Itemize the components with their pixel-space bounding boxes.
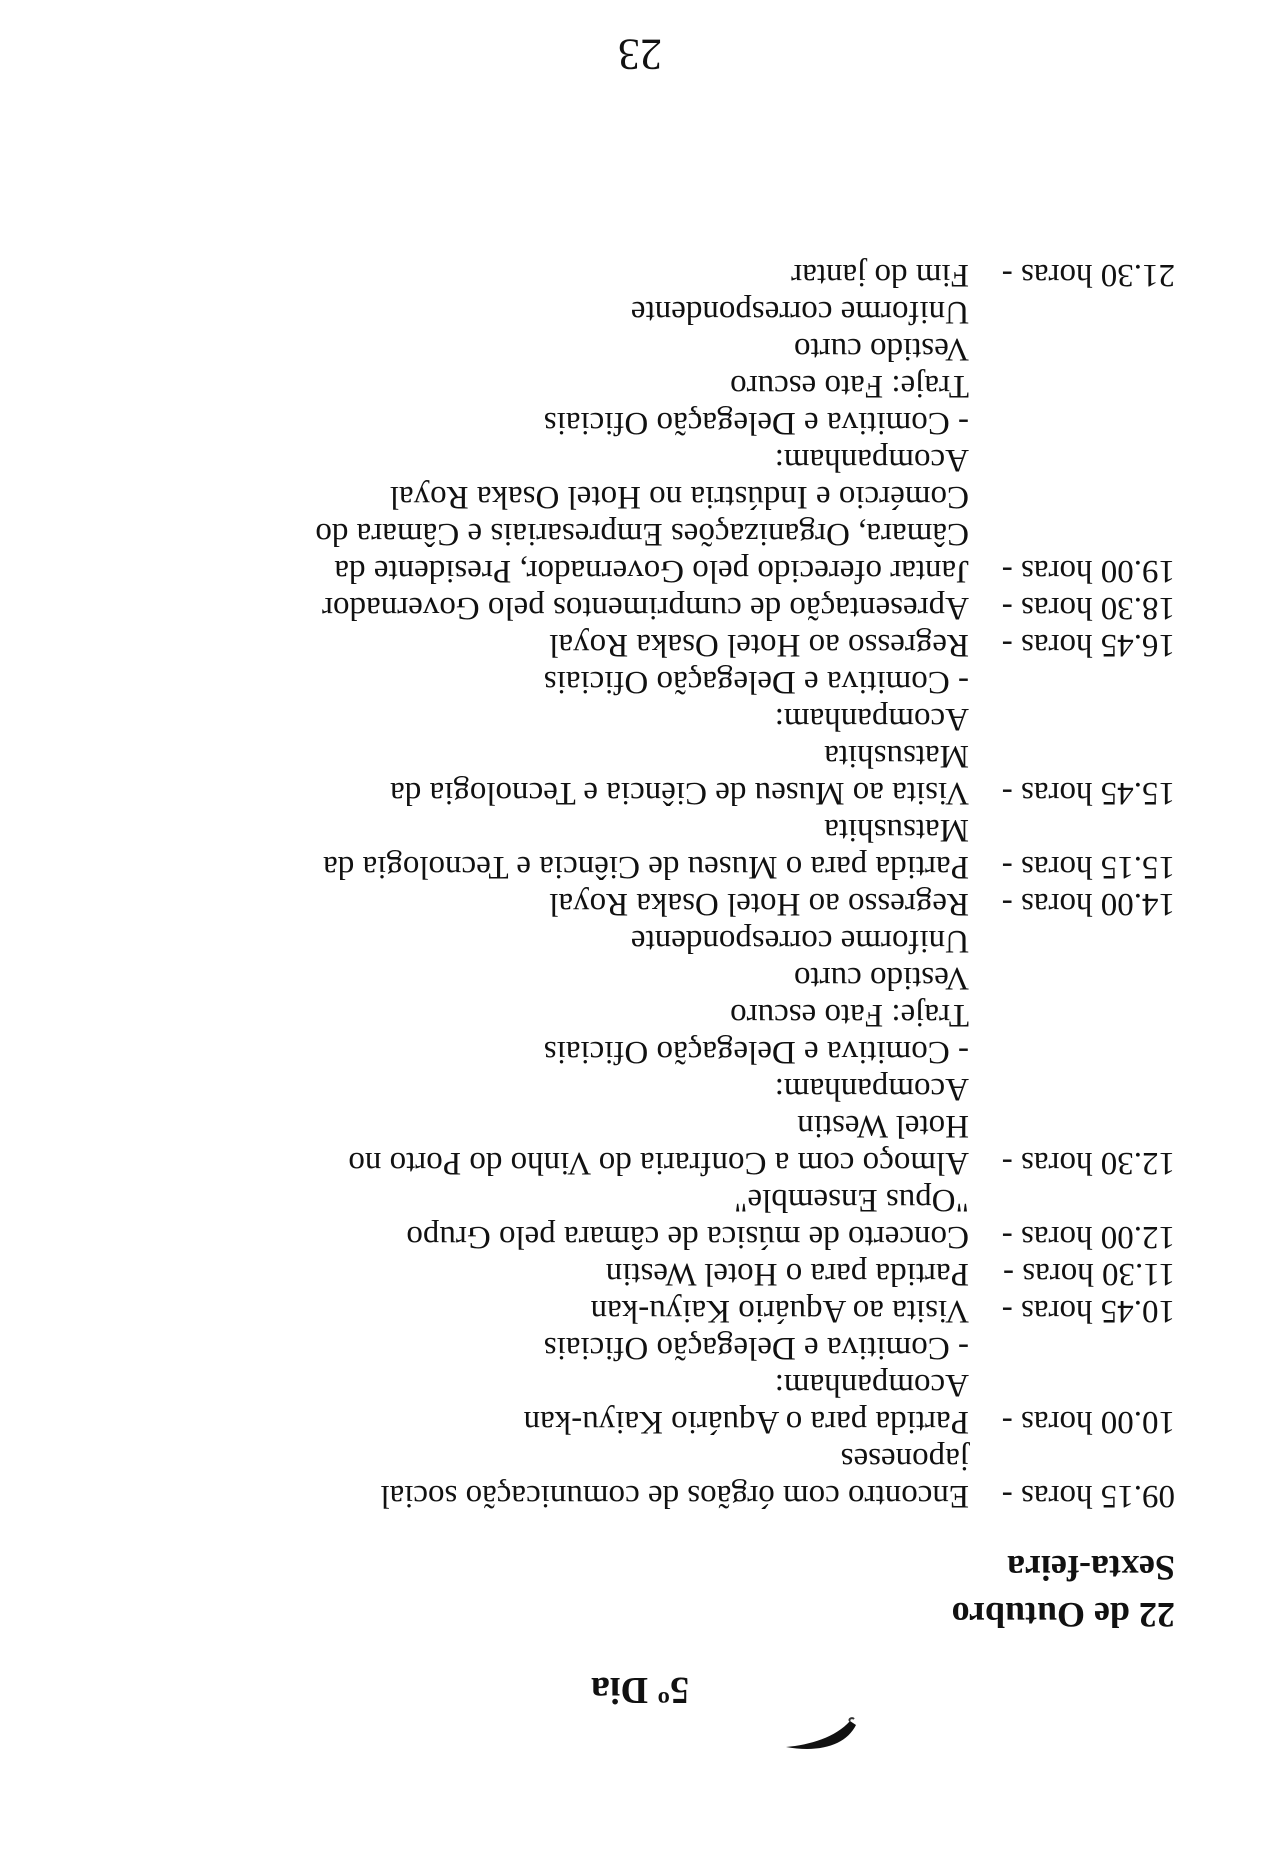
entry-details (95, 885, 969, 922)
entry-line: Câmara, Organizações Empresariais e Câmara do (315, 516, 969, 552)
entry-line: - Comitiva e Delegação Oficiais (543, 1034, 969, 1070)
entry-line: Traje: Fato escuro (730, 368, 969, 404)
schedule-entry (95, 626, 1175, 663)
entry-line: Partida para o Hotel Westin (605, 1256, 969, 1292)
entry-time: 21.30 horas - (1001, 257, 1175, 293)
entry-time: 16.45 horas - (1001, 627, 1175, 663)
entry-line: Partida para o Aquário Kaiyu-kan (523, 1404, 969, 1440)
entry-time: 15.45 horas - (1001, 775, 1175, 811)
entry-line: Matsushita (824, 738, 969, 774)
entry-line: Visita ao Museu de Ciência e Tecnologia da (390, 775, 969, 811)
entry-line: Almoço com a Confraria do Vinho do Porto no (348, 1145, 969, 1181)
entry-time: 12.30 horas - (1001, 1145, 1175, 1181)
entry-line: Vestido curto (793, 960, 969, 996)
entry-time: 09.15 horas - (1001, 1478, 1175, 1514)
schedule-entry (95, 1181, 1175, 1255)
entry-details (95, 1181, 969, 1255)
entry-line: Uniforme correspondente (630, 294, 969, 330)
entry-time: 18.30 horas - (1001, 590, 1175, 626)
schedule-entry (95, 1292, 1175, 1329)
entry-line: - Comitiva e Delegação Oficiais (543, 664, 969, 700)
ink-blot-mark (780, 1710, 860, 1755)
entry-line: - Comitiva e Delegação Oficiais (543, 405, 969, 441)
entry-line: Hotel Westin (797, 1108, 969, 1144)
entry-line: Jantar oferecido pelo Governador, Presidente da (334, 553, 969, 589)
entry-details (95, 293, 969, 589)
entry-line: Regresso ao Hotel Osaka Royal (549, 886, 969, 922)
entry-details (95, 1292, 969, 1329)
entry-time: 10.00 horas - (1001, 1404, 1175, 1440)
page-number: 23 (618, 30, 662, 79)
entry-details (95, 1255, 969, 1292)
schedule-entry (95, 589, 1175, 626)
entry-time: 11.30 horas - (1003, 1256, 1175, 1292)
entry-line: Fim do jantar (791, 257, 969, 293)
entry-time: 12.00 horas - (1001, 1219, 1175, 1255)
entry-line: Uniforme correspondente (630, 923, 969, 959)
entry-line: Apresentação de cumprimentos pelo Governador (322, 590, 969, 626)
schedule-entry (95, 663, 1175, 811)
entry-line: Regresso ao Hotel Osaka Royal (549, 627, 969, 663)
entry-details (95, 626, 969, 663)
schedule-entry (95, 922, 1175, 1181)
entry-line: Traje: Fato escuro (730, 997, 969, 1033)
schedule-entry (95, 1440, 1175, 1514)
entry-time: 19.00 horas - (1001, 553, 1175, 589)
entry-line: "Opus Ensemble" (734, 1182, 969, 1218)
entry-line: Visita ao Aquário Kaiyu-kan (590, 1293, 969, 1329)
entry-time: 15.15 horas - (1001, 849, 1175, 885)
schedule-entry (95, 1255, 1175, 1292)
schedule-entry (95, 256, 1175, 293)
schedule-entry (95, 811, 1175, 885)
entry-line: Comércio e Indústria no Hotel Osaka Royal (389, 479, 969, 515)
weekday-line: Sexta-feira (1007, 1548, 1175, 1588)
entry-line: - Comitiva e Delegação Oficiais (543, 1330, 969, 1366)
entry-line: Partida para o Museu de Ciência e Tecnologia da (323, 849, 969, 885)
entry-time: 10.45 horas - (1001, 1293, 1175, 1329)
schedule-entry (95, 1329, 1175, 1440)
entry-details (95, 811, 969, 885)
entry-line: Acompanham: (774, 442, 969, 478)
entry-line: Concerto de música de câmara pelo Grupo (406, 1219, 969, 1255)
day-heading: 5º Dia (590, 1669, 690, 1711)
entry-line: Encontro com órgãos de comunicação social (380, 1478, 969, 1514)
entry-line: Acompanham: (774, 1367, 969, 1403)
entry-line: japoneses (840, 1441, 969, 1477)
entry-line: Vestido curto (793, 331, 969, 367)
entry-details (95, 663, 969, 811)
entry-time: 14.00 horas - (1001, 886, 1175, 922)
entry-details (95, 589, 969, 626)
entry-details (95, 922, 969, 1181)
entry-details (95, 1329, 969, 1440)
entry-details (95, 1440, 969, 1514)
date-line: 22 de Outubro (951, 1595, 1175, 1635)
entry-details (95, 256, 969, 293)
entry-line: Matsushita (824, 812, 969, 848)
schedule-entry (95, 293, 1175, 589)
entry-line: Acompanham: (774, 1071, 969, 1107)
entry-line: Acompanham: (774, 701, 969, 737)
schedule-entry (95, 885, 1175, 922)
schedule-list (95, 256, 1175, 1514)
